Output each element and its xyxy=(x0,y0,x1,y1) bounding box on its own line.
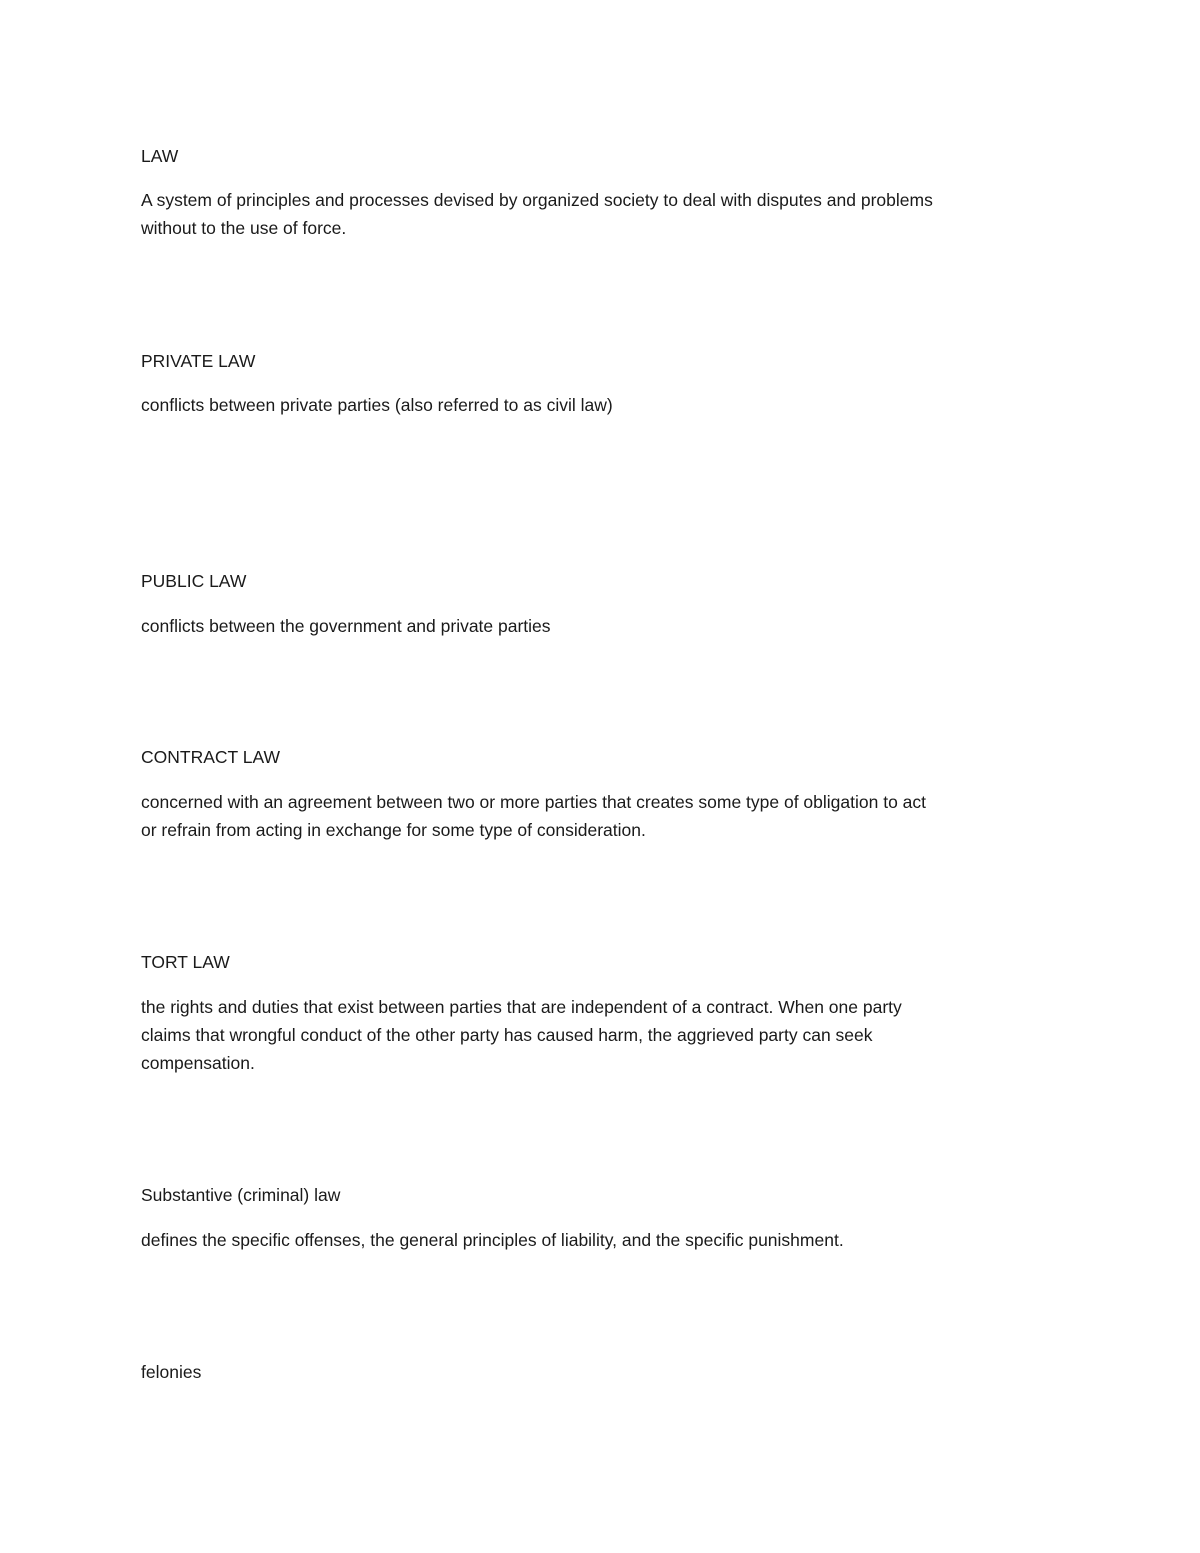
term-heading: PUBLIC LAW xyxy=(141,571,247,591)
term-definition: concerned with an agreement between two or more parties that creates some type of obligation to act or refrain from acting in exchange for some type of consideration. xyxy=(141,792,927,840)
term-heading: felonies xyxy=(141,1362,202,1382)
term-definition: conflicts between the government and private parties xyxy=(141,616,551,636)
term-definition: defines the specific offenses, the general principles of liability, and the specific punishment. xyxy=(141,1230,844,1250)
term-heading: Substantive (criminal) law xyxy=(141,1185,341,1205)
term-heading: LAW xyxy=(141,146,179,166)
term-definition: the rights and duties that exist between parties that are independent of a contract. When one party claims that wrongful conduct of the other party has caused harm, the aggrieved party can seek compensation. xyxy=(141,997,902,1073)
term-definition: conflicts between private parties (also referred to as civil law) xyxy=(141,395,613,415)
term-heading: PRIVATE LAW xyxy=(141,351,256,371)
term-heading: TORT LAW xyxy=(141,952,230,972)
term-definition: A system of principles and processes devised by organized society to deal with disputes and problems without to the use of force. xyxy=(141,190,933,238)
term-heading: CONTRACT LAW xyxy=(141,747,281,767)
